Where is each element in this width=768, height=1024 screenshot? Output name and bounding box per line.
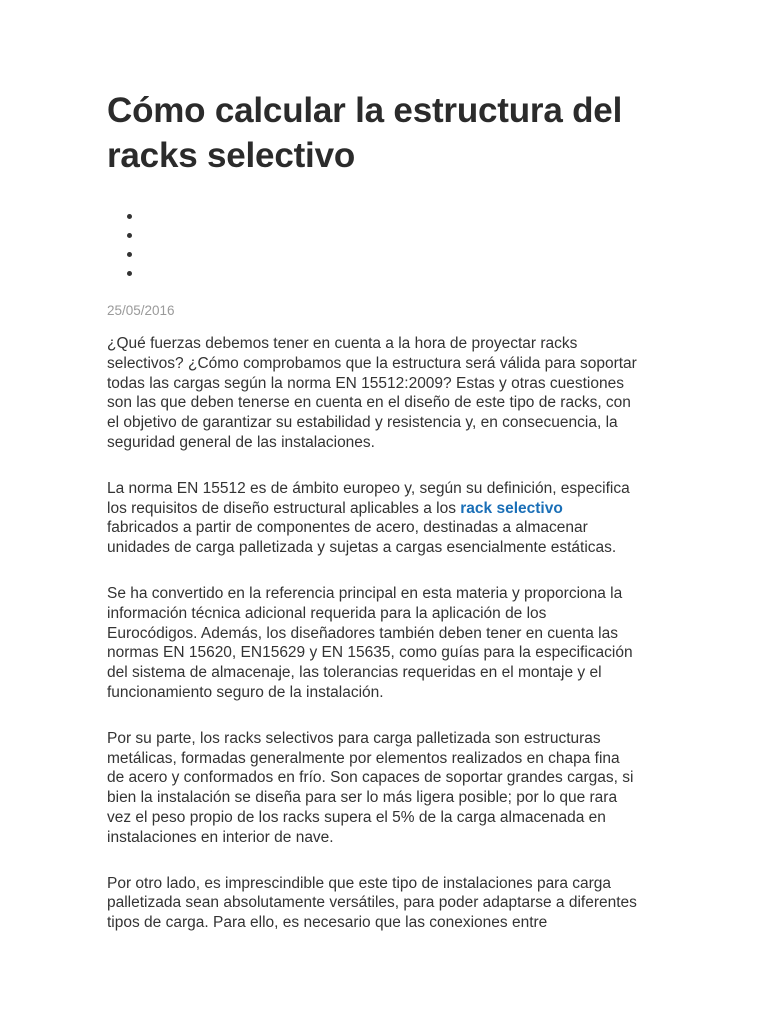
- paragraph-2-text-start: La norma EN 15512 es de ámbito europeo y, según su definición, especifica los requisitos de diseño estructural aplicables a los: [107, 479, 630, 517]
- paragraph-3: Se ha convertido en la referencia principal en esta materia y proporciona la información técnica adicional requerida para la aplicación de los Eurocódigos. Además, los diseñadores también deben tener en cuenta las normas EN 15620, EN15629 y EN 15635, como guías para la especificación del sistema de almacenaje, las tolerancias requeridas en el montaje y el funcionamiento seguro de la instalación.: [107, 584, 633, 701]
- bullet-item[interactable]: [127, 208, 768, 227]
- bullet-dot-icon: [127, 271, 132, 276]
- paragraph-5: Por otro lado, es imprescindible que este tipo de instalaciones para carga palletizada sean absolutamente versátiles, para poder adaptarse a diferentes tipos de carga. Para ello, es necesario que las conexiones entre: [107, 874, 637, 932]
- bullet-dot-icon: [127, 233, 132, 238]
- bullet-dot-icon: [127, 214, 132, 219]
- paragraph-1: ¿Qué fuerzas debemos tener en cuenta a la hora de proyectar racks selectivos? ¿Cómo comprobamos que la estructura será válida para soportar todas las cargas según la norma EN 15512:2009? Estas y otras cuestiones son las que deben tenerse en cuenta en el diseño de este tipo de racks, con el objetivo de garantizar su estabilidad y resistencia y, en consecuencia, la seguridad general de las instalaciones.: [107, 335, 637, 451]
- paragraph-2-text-end: fabricados a partir de componentes de acero, destinadas a almacenar unidades de carga palletizada y sujetas a cargas esencialmente estáticas.: [107, 519, 617, 557]
- rack-selectivo-link[interactable]: rack selectivo: [460, 499, 563, 517]
- article-body: [107, 334, 637, 933]
- article-title: Cómo calcular la estructura del racks selectivo: [107, 91, 623, 175]
- share-bullet-list: [127, 208, 768, 284]
- paragraph-4: Por su parte, los racks selectivos para carga palletizada son estructuras metálicas, formadas generalmente por elementos realizados en chapa fina de acero y conformados en frío. Son capaces de soportar grandes cargas, si bien la instalación se diseña para ser lo más ligera posible; por lo que rara vez el peso propio de los racks supera el 5% de la carga almacenada en instalaciones en interior de nave.: [107, 729, 634, 846]
- article-date: 25/05/2016: [107, 303, 175, 318]
- paragraph-2: [107, 479, 637, 558]
- bullet-item[interactable]: [127, 246, 768, 265]
- bullet-dot-icon: [127, 252, 132, 257]
- bullet-item[interactable]: [127, 227, 768, 246]
- bullet-item[interactable]: [127, 265, 768, 284]
